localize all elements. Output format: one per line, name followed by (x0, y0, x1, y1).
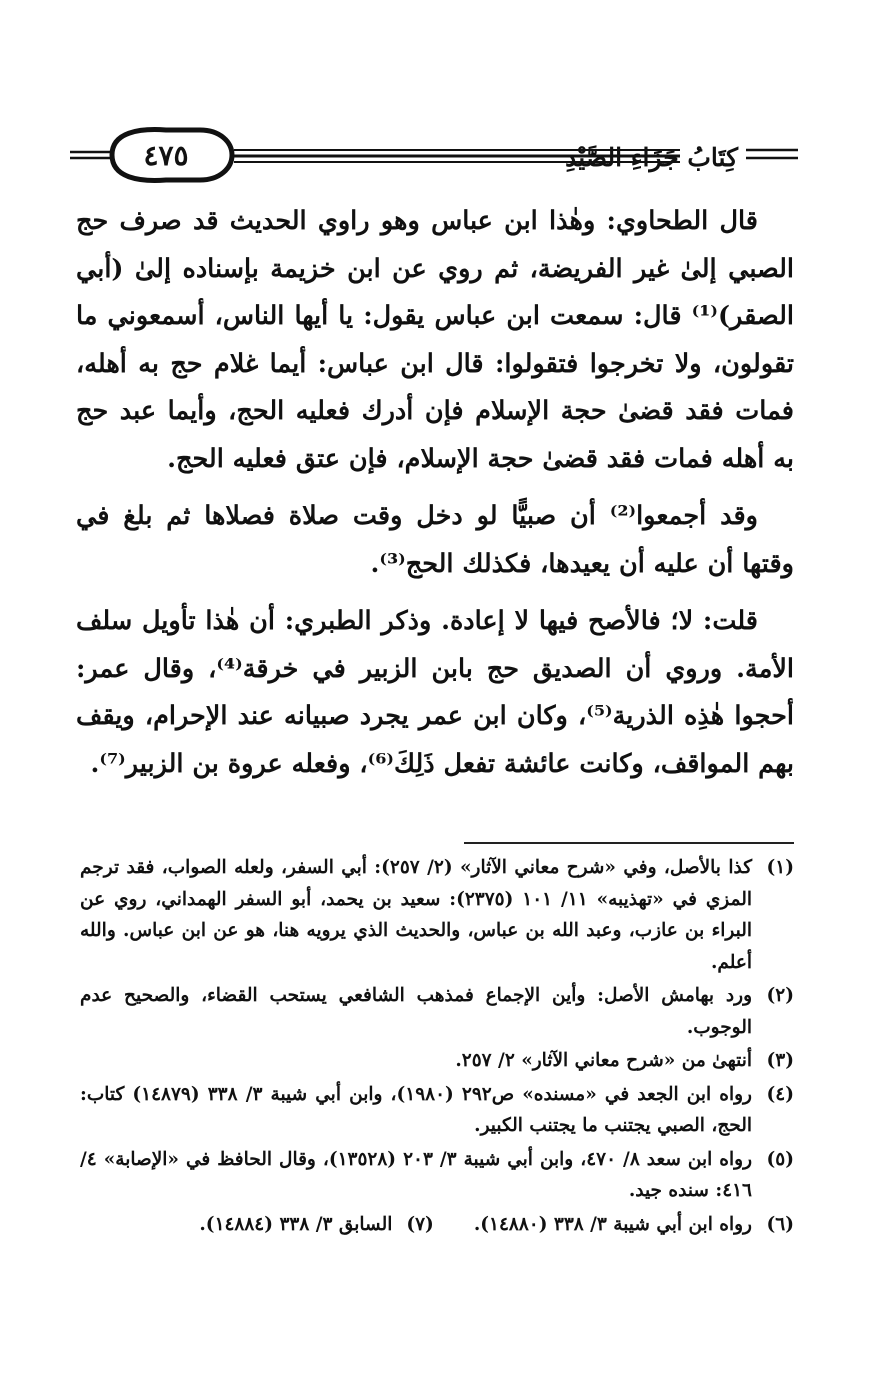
footnotes (80, 852, 794, 1242)
footnote-text: رواه ابن سعد ٨/ ٤٧٠، وابن أبي شيبة ٣/ ٢٠٣ (١٣٥٢٨)، وقال الحافظ في «الإصابة» ٤/ ٤١٦: سنده جيد. (80, 1148, 753, 1201)
footnote-number: (٣) (766, 1050, 794, 1071)
footnote (80, 1079, 794, 1142)
footnote-text: رواه ابن أبي شيبة ٣/ ٣٣٨ (١٤٨٨٠). (473, 1213, 752, 1235)
footnote-text: كذا بالأصل، وفي «شرح معاني الآثار» (٢/ ٢٥٧): أبي السفر، ولعله الصواب، فقد ترجم المزي في «تهذيبه» ١١/ ١٠١ (٢٣٧٥): سعيد بن يحمد، أبو السفر الهمداني، روي عن البراء بن عازب، وعبد الله بن عباس، والحديث الذي يرويه هنا، هو عن ابن عباس. والله أعلم. (80, 857, 752, 973)
footnote (80, 1209, 794, 1241)
page-number: ٤٧٥ (143, 139, 189, 172)
footnote-text: ورد بهامش الأصل: وأين الإجماع فمذهب الشافعي يستحب القضاء، والصحيح عدم الوجوب. (80, 985, 752, 1038)
paragraph: قلت: لا؛ فالأصح فيها لا إعادة. وذكر الطبري: أن هٰذا تأويل سلف الأمة. وروي أن الصديق حج بابن الزبير في خرقة⁽⁴⁾، وقال عمر: أحجوا هٰذِه الذرية⁽⁵⁾، وكان ابن عمر يجرد صبيانه عند الإحرام، ويقف بهم المواقف، وكانت عائشة تفعل ذَلِكَ⁽⁶⁾، وفعله عروة بن الزبير⁽⁷⁾. (76, 606, 795, 779)
footnote-number: (٢) (766, 985, 794, 1006)
paragraph: قال الطحاوي: وهٰذا ابن عباس وهو راوي الحديث قد صرف حج الصبي إلىٰ غير الفريضة، ثم روي عن ابن خزيمة بإسناده إلىٰ (أبي الصقر)⁽¹⁾ قال: سمعت ابن عباس يقول: يا أيها الناس، أسمعوني ما تقولون، ولا تخرجوا فتقولوا: قال ابن عباس: أيما غلام حج به أهله، فمات فقد قضىٰ حجة الإسلام فإن أدرك فعليه الحج، وأيما عبد حج به أهله فمات فقد قضىٰ حجة الإسلام، فإن عتق فعليه الحج. (76, 206, 794, 474)
footnote-divider (464, 842, 794, 844)
footnote (80, 980, 794, 1043)
main-text (76, 198, 794, 788)
footnote (80, 1144, 794, 1207)
footnote-text: رواه ابن الجعد في «مسنده» ص٢٩٢ (١٩٨٠)، وابن أبي شيبة ٣/ ٣٣٨ (١٤٨٧٩) كتاب: الحج، الصبي يجتنب ما يجتنب الكبير. (80, 1083, 752, 1136)
footnote-number: (٦) (766, 1213, 794, 1235)
footnote-number: (٥) (766, 1148, 794, 1170)
footnote-text: أنتهىٰ من «شرح معاني الآثار» ٢/ ٢٥٧. (455, 1050, 752, 1071)
footnote (80, 1045, 794, 1077)
footnote-number: (١) (766, 857, 794, 878)
footnote (80, 852, 794, 978)
footnote-number: (٤) (766, 1083, 794, 1105)
footnote-number: (٧) (406, 1213, 434, 1235)
footnote-text-group (80, 1209, 752, 1241)
book-title: كِتَابُ جَزَاءِ الصَّيْدِ (565, 143, 738, 172)
paragraph: وقد أجمعوا⁽²⁾ أن صبيًّا لو دخل وقت صلاة فصلاها ثم بلغ في وقتها أن عليه أن يعيدها، فكذلك الحج⁽³⁾. (76, 501, 794, 579)
footnote-text: السابق ٣/ ٣٣٨ (١٤٨٨٤). (199, 1213, 393, 1235)
page-header (70, 122, 800, 192)
